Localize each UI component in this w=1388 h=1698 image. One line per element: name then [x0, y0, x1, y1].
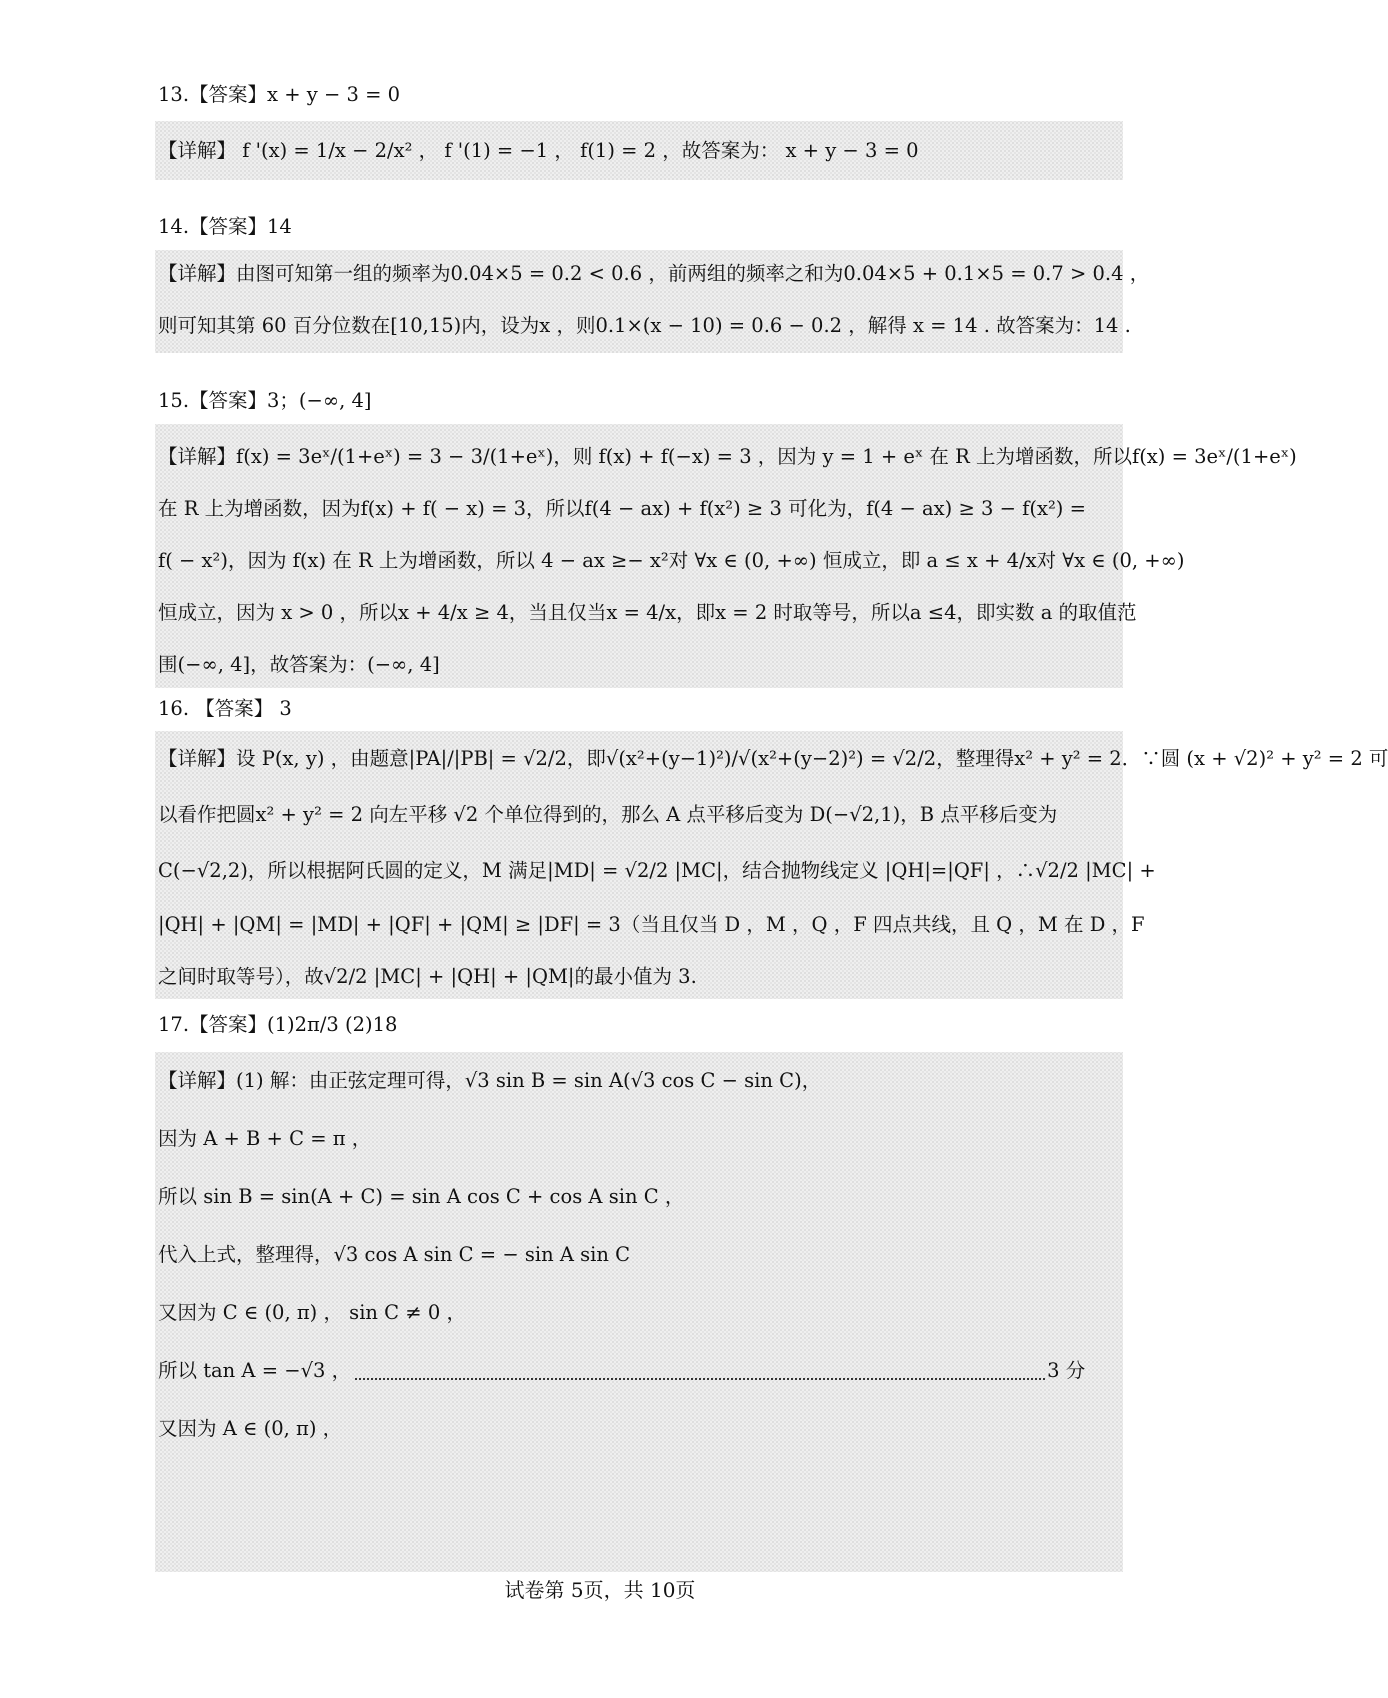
detail-16-line-2: 以看作把圆x² + y² = 2 向左平移 √2 个单位得到的，那么 A 点平移后变为 D(−√2,1)，B 点平移后变为 — [158, 803, 1058, 826]
score-leader-dots — [355, 1358, 1045, 1380]
detail-17-line-1: 【详解】(1) 解：由正弦定理可得，√3 sin B = sin A(√3 cos C − sin C)， — [158, 1069, 822, 1092]
detail-16-line-5: 之间时取等号），故√2/2 |MC| + |QH| + |QM|的最小值为 3. — [158, 965, 697, 988]
detail-16-line-1: 【详解】设 P(x, y) ，由题意|PA|/|PB| = √2/2，即√(x²+(y−1)²)/√(x²+(y−2)²) = √2/2，整理得x² + y² = 2．∵圆 (x + √2)² + y² = 2 可 — [158, 747, 1388, 770]
answer-13: 13.【答案】x + y − 3 = 0 — [158, 83, 401, 106]
detail-17-line-4: 代入上式，整理得，√3 cos A sin C = − sin A sin C — [158, 1243, 631, 1266]
detail-13-line-1: 【详解】 f '(x) = 1/x − 2/x² ， f '(1) = −1 ， f(1) = 2 ，故答案为： x + y − 3 = 0 — [158, 139, 919, 162]
detail-15-line-1: 【详解】f(x) = 3eˣ/(1+eˣ) = 3 − 3/(1+eˣ)，则 f(x) + f(−x) = 3 ，因为 y = 1 + eˣ 在 R 上为增函数，所以f(x) = 3eˣ/(1+eˣ) — [158, 445, 1297, 468]
detail-17-line-6 — [158, 1356, 1118, 1386]
detail-15-line-3: f( − x²)，因为 f(x) 在 R 上为增函数，所以 4 − ax ≥− x²对 ∀x ∈ (0, +∞) 恒成立，即 a ≤ x + 4/x对 ∀x ∈ (0, +∞) — [158, 549, 1185, 572]
detail-17-line-5: 又因为 C ∈ (0, π) ， sin C ≠ 0 ， — [158, 1301, 466, 1324]
detail-17-line-3: 所以 sin B = sin(A + C) = sin A cos C + cos A sin C ， — [158, 1185, 685, 1208]
detail-15-line-4: 恒成立，因为 x > 0 ，所以x + 4/x ≥ 4，当且仅当x = 4/x，即x = 2 时取等号，所以a ≤4，即实数 a 的取值范 — [158, 601, 1137, 624]
detail-14-line-1: 【详解】由图可知第一组的频率为0.04×5 = 0.2 < 0.6 ，前两组的频率之和为0.04×5 + 0.1×5 = 0.7 > 0.4 ， — [158, 262, 1150, 285]
detail-16-line-3: C(−√2,2)，所以根据阿氏圆的定义，M 满足|MD| = √2/2 |MC|，结合抛物线定义 |QH|=|QF| ，∴√2/2 |MC| + — [158, 859, 1156, 882]
detail-17-line-7: 又因为 A ∈ (0, π) ， — [158, 1417, 343, 1440]
detail-15-line-5: 围(−∞, 4]，故答案为：(−∞, 4] — [158, 653, 440, 676]
answer-15: 15.【答案】3；(−∞, 4] — [158, 389, 372, 412]
page-footer: 试卷第 5页，共 10页 — [504, 1578, 696, 1602]
detail-14-line-2: 则可知其第 60 百分位数在[10,15)内，设为x ，则0.1×(x − 10) = 0.6 − 0.2 ，解得 x = 14 . 故答案为：14 . — [158, 314, 1131, 337]
detail-17-line-6-text: 所以 tan A = −√3 ， — [158, 1359, 352, 1382]
detail-16-line-4: |QH| + |QM| = |MD| + |QF| + |QM| ≥ |DF| = 3（当且仅当 D ，M ，Q ，F 四点共线，且 Q ，M 在 D ，F — [158, 913, 1145, 936]
answer-17: 17.【答案】(1)2π/3 (2)18 — [158, 1013, 398, 1036]
answer-16: 16. 【答案】 3 — [158, 697, 292, 720]
detail-15-line-2: 在 R 上为增函数，因为f(x) + f( − x) = 3，所以f(4 − ax) + f(x²) ≥ 3 可化为，f(4 − ax) ≥ 3 − f(x²) = — [158, 497, 1086, 520]
answer-14: 14.【答案】14 — [158, 215, 292, 238]
detail-17-line-2: 因为 A + B + C = π ， — [158, 1127, 372, 1150]
score-3: 3 分 — [1047, 1359, 1086, 1382]
